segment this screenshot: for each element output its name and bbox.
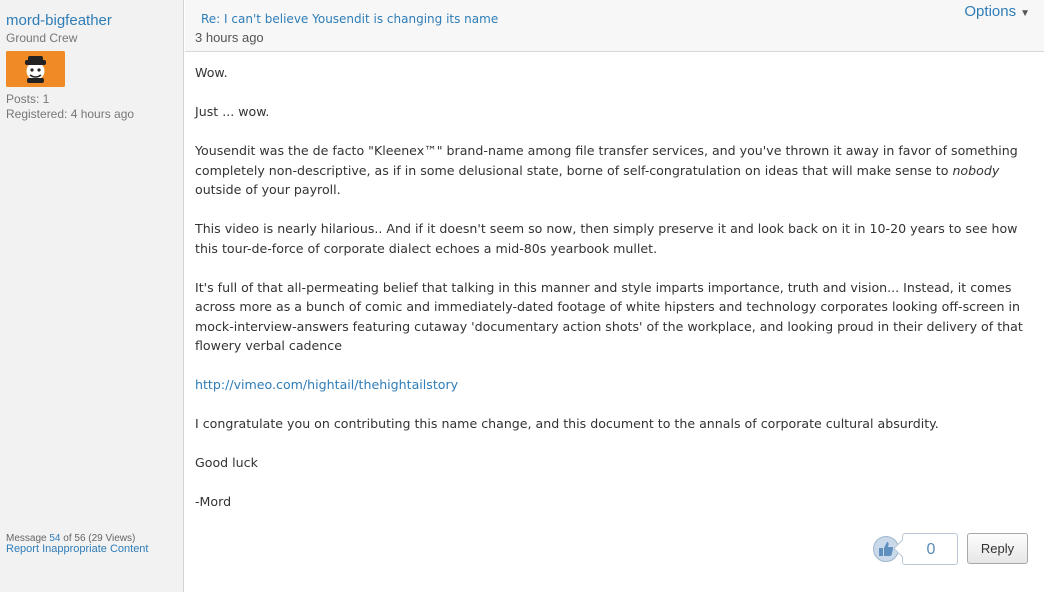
- emphasized-text: nobody: [952, 162, 1000, 178]
- vimeo-link[interactable]: http://vimeo.com/hightail/thehightailstory: [195, 377, 459, 392]
- report-inappropriate-link[interactable]: Report Inappropriate Content: [6, 543, 149, 555]
- body-paragraph: This video is nearly hilarious.. And if it doesn't seem so now, then simply preserve it and look back on it in 10-20 years to see how this tour-de-force of corporate dialect echoes a mid-80s yearbook mullet.: [195, 221, 1018, 256]
- options-label: Options: [964, 3, 1017, 20]
- author-sidebar: [0, 0, 184, 592]
- body-paragraph: It's full of that all-permeating belief that talking in this manner and style imparts importance, truth and vision... Instead, it comes across more as a bunch of comic and immediately-dated footage of white hipsters and technology corporates looking off-screen in mock-interview-answers featuring cutaway 'documentary action shots' of the workplace, and looking proud in their delivery of that flowery verbal cadence: [195, 279, 1023, 353]
- author-post-count: Posts: 1: [6, 92, 50, 106]
- post-body: [195, 63, 1040, 531]
- options-menu-button[interactable]: [964, 3, 1030, 20]
- body-paragraph: -Mord: [195, 494, 232, 509]
- body-paragraph: I congratulate you on contributing this name change, and this document to the annals of corporate cultural absurdity.: [195, 416, 939, 431]
- body-paragraph: [195, 141, 1040, 200]
- body-paragraph: Wow.: [195, 65, 228, 80]
- message-prefix: Message: [6, 533, 50, 544]
- caret-down-icon: ▼: [1020, 8, 1030, 19]
- author-rank: Ground Crew: [6, 31, 78, 45]
- post-header: [185, 0, 1044, 52]
- body-paragraph: Good luck: [195, 455, 258, 470]
- post-subject-link[interactable]: Re: I can't believe Yousendit is changing its name: [201, 12, 499, 26]
- body-paragraph: Just ... wow.: [195, 104, 270, 119]
- post-time: 3 hours ago: [195, 30, 264, 45]
- avatar-image: [6, 51, 65, 87]
- kudos-count: [902, 533, 958, 565]
- kudos-count-value: 0: [926, 541, 936, 558]
- body-paragraph: [195, 375, 1040, 395]
- body-text: Yousendit was the de facto "Kleenex™" brand-name among file transfer services, and you've thrown it away in favor of something completely non-descriptive, as if in some delusional state, borne of self-congratulation on ideas that will make sense to: [195, 143, 1018, 178]
- message-suffix: of 56 (29 Views): [60, 533, 136, 544]
- message-number-link[interactable]: 54: [49, 533, 61, 544]
- reply-button[interactable]: Reply: [967, 533, 1028, 564]
- author-username-link[interactable]: mord-bigfeather: [6, 12, 112, 29]
- author-avatar[interactable]: [6, 51, 65, 87]
- body-text: outside of your payroll.: [195, 182, 341, 197]
- author-registered: Registered: 4 hours ago: [6, 107, 135, 121]
